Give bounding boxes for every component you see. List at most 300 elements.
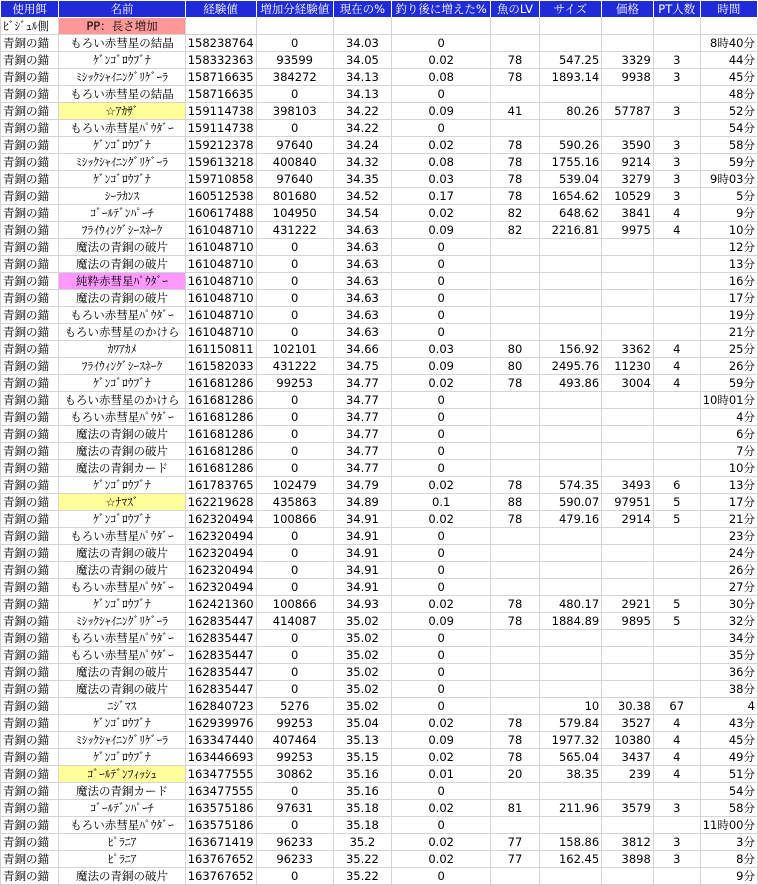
cell-price[interactable]: 2914 — [602, 511, 654, 528]
cell-exp[interactable]: 159710858 — [185, 171, 256, 188]
cell-current-percent[interactable]: 34.77 — [333, 460, 391, 477]
cell-party-count[interactable] — [653, 647, 700, 664]
header-current-percent[interactable]: 現在の% — [333, 1, 391, 18]
cell-fish-level[interactable] — [491, 392, 539, 409]
cell-name[interactable]: 魔法の青銅の破片 — [59, 664, 185, 681]
cell-current-percent[interactable]: 35.22 — [333, 851, 391, 868]
cell-time[interactable]: 51分 — [700, 766, 757, 783]
cell-exp[interactable]: 162320494 — [185, 528, 256, 545]
cell-current-percent[interactable]: 35.02 — [333, 613, 391, 630]
cell-party-count[interactable]: 3 — [653, 188, 700, 205]
cell-time[interactable]: 45分 — [700, 732, 757, 749]
cell-exp-gain[interactable]: 96233 — [256, 834, 333, 851]
cell-time[interactable]: 54分 — [700, 783, 757, 800]
header-name[interactable]: 名前 — [59, 1, 185, 18]
cell-empty[interactable] — [333, 18, 391, 35]
cell-exp[interactable]: 161783765 — [185, 477, 256, 494]
cell-price[interactable] — [602, 545, 654, 562]
cell-bait[interactable]: 青銅の錨 — [1, 834, 59, 851]
cell-exp-gain[interactable]: 431222 — [256, 358, 333, 375]
cell-time[interactable]: 10分 — [700, 460, 757, 477]
cell-price[interactable]: 3898 — [602, 851, 654, 868]
cell-current-percent[interactable]: 34.03 — [333, 35, 391, 52]
cell-bait[interactable]: 青銅の錨 — [1, 579, 59, 596]
cell-bait[interactable]: 青銅の錨 — [1, 239, 59, 256]
cell-name[interactable]: 魔法の青銅の破片 — [59, 868, 185, 885]
cell-current-percent[interactable]: 34.63 — [333, 239, 391, 256]
cell-name[interactable]: ☆ｱｶｻﾞ — [59, 103, 185, 120]
cell-exp[interactable]: 163446693 — [185, 749, 256, 766]
cell-percent-gain[interactable]: 0 — [392, 868, 491, 885]
cell-exp-gain[interactable]: 414087 — [256, 613, 333, 630]
cell-bait[interactable]: 青銅の錨 — [1, 562, 59, 579]
cell-party-count[interactable] — [653, 35, 700, 52]
cell-name[interactable]: 魔法の青銅の破片 — [59, 426, 185, 443]
header-exp[interactable]: 経験値 — [185, 1, 256, 18]
cell-exp[interactable]: 161048710 — [185, 273, 256, 290]
cell-exp[interactable]: 162835447 — [185, 647, 256, 664]
cell-time[interactable]: 6分 — [700, 426, 757, 443]
cell-fish-level[interactable] — [491, 647, 539, 664]
cell-name[interactable]: ｹﾞﾝｺﾞﾛｳﾌﾞﾅ — [59, 715, 185, 732]
cell-size[interactable]: 156.92 — [539, 341, 602, 358]
cell-size[interactable]: 158.86 — [539, 834, 602, 851]
cell-size[interactable]: 80.26 — [539, 103, 602, 120]
cell-size[interactable] — [539, 868, 602, 885]
cell-current-percent[interactable]: 35.18 — [333, 800, 391, 817]
cell-fish-level[interactable]: 78 — [491, 596, 539, 613]
cell-time[interactable]: 13分 — [700, 256, 757, 273]
cell-name[interactable]: 魔法の青銅の破片 — [59, 239, 185, 256]
cell-party-count[interactable]: 5 — [653, 613, 700, 630]
cell-empty[interactable] — [602, 18, 654, 35]
cell-bait[interactable]: 青銅の錨 — [1, 273, 59, 290]
cell-price[interactable] — [602, 120, 654, 137]
cell-exp[interactable]: 162421360 — [185, 596, 256, 613]
cell-exp[interactable]: 162219628 — [185, 494, 256, 511]
cell-exp-gain[interactable]: 99253 — [256, 375, 333, 392]
cell-exp-gain[interactable]: 30862 — [256, 766, 333, 783]
cell-party-count[interactable]: 3 — [653, 103, 700, 120]
cell-size[interactable] — [539, 460, 602, 477]
cell-current-percent[interactable]: 34.77 — [333, 375, 391, 392]
cell-size[interactable]: 493.86 — [539, 375, 602, 392]
cell-bait[interactable]: 青銅の錨 — [1, 732, 59, 749]
cell-size[interactable]: 648.62 — [539, 205, 602, 222]
cell-percent-gain[interactable]: 0.02 — [392, 52, 491, 69]
cell-party-count[interactable] — [653, 630, 700, 647]
cell-current-percent[interactable]: 34.63 — [333, 222, 391, 239]
cell-bait[interactable]: 青銅の錨 — [1, 494, 59, 511]
cell-size[interactable]: 590.07 — [539, 494, 602, 511]
cell-bait[interactable]: 青銅の錨 — [1, 205, 59, 222]
cell-exp[interactable]: 161048710 — [185, 324, 256, 341]
cell-exp[interactable]: 161681286 — [185, 443, 256, 460]
cell-exp-gain[interactable]: 0 — [256, 681, 333, 698]
cell-exp[interactable]: 163477555 — [185, 783, 256, 800]
cell-time[interactable]: 26分 — [700, 358, 757, 375]
cell-exp[interactable]: 162835447 — [185, 630, 256, 647]
cell-size[interactable]: 1977.32 — [539, 732, 602, 749]
cell-time[interactable]: 16分 — [700, 273, 757, 290]
cell-current-percent[interactable]: 35.13 — [333, 732, 391, 749]
cell-size[interactable]: 2495.76 — [539, 358, 602, 375]
cell-percent-gain[interactable]: 0.02 — [392, 205, 491, 222]
cell-percent-gain[interactable]: 0 — [392, 239, 491, 256]
cell-exp[interactable]: 163347440 — [185, 732, 256, 749]
cell-time[interactable]: 5分 — [700, 188, 757, 205]
cell-exp[interactable]: 161582033 — [185, 358, 256, 375]
cell-fish-level[interactable] — [491, 120, 539, 137]
cell-time[interactable]: 7分 — [700, 443, 757, 460]
cell-current-percent[interactable]: 34.93 — [333, 596, 391, 613]
cell-name[interactable]: もろい赤彗星ﾊﾟｳﾀﾞｰ — [59, 528, 185, 545]
cell-bait[interactable]: 青銅の錨 — [1, 35, 59, 52]
cell-bait[interactable]: 青銅の錨 — [1, 375, 59, 392]
cell-time[interactable]: 17分 — [700, 494, 757, 511]
cell-fish-level[interactable]: 82 — [491, 222, 539, 239]
cell-bait[interactable]: 青銅の錨 — [1, 868, 59, 885]
cell-percent-gain[interactable]: 0.02 — [392, 375, 491, 392]
cell-percent-gain[interactable]: 0 — [392, 664, 491, 681]
cell-fish-level[interactable]: 77 — [491, 834, 539, 851]
cell-exp-gain[interactable]: 97631 — [256, 800, 333, 817]
cell-exp-gain[interactable]: 100866 — [256, 596, 333, 613]
cell-name[interactable]: ｹﾞﾝｺﾞﾛｳﾌﾞﾅ — [59, 171, 185, 188]
cell-exp-gain[interactable]: 99253 — [256, 715, 333, 732]
cell-exp-gain[interactable]: 0 — [256, 443, 333, 460]
cell-percent-gain[interactable]: 0 — [392, 681, 491, 698]
cell-name[interactable]: もろい赤彗星ﾊﾟｳﾀﾞｰ — [59, 647, 185, 664]
cell-fish-level[interactable]: 78 — [491, 171, 539, 188]
cell-bait[interactable]: 青銅の錨 — [1, 341, 59, 358]
cell-exp-gain[interactable]: 102101 — [256, 341, 333, 358]
cell-exp-gain[interactable]: 407464 — [256, 732, 333, 749]
cell-name[interactable]: ﾐｼｯｸｼｬｲﾆﾝｸﾞﾘｹﾞｰﾗ — [59, 69, 185, 86]
cell-price[interactable]: 30.38 — [602, 698, 654, 715]
cell-name[interactable]: もろい赤彗星の結晶 — [59, 86, 185, 103]
cell-fish-level[interactable]: 41 — [491, 103, 539, 120]
cell-exp[interactable]: 161681286 — [185, 392, 256, 409]
cell-party-count[interactable] — [653, 392, 700, 409]
cell-bait[interactable]: 青銅の錨 — [1, 409, 59, 426]
cell-exp[interactable]: 161048710 — [185, 256, 256, 273]
cell-size[interactable] — [539, 35, 602, 52]
cell-current-percent[interactable]: 35.02 — [333, 664, 391, 681]
cell-bait[interactable]: 青銅の錨 — [1, 613, 59, 630]
cell-fish-level[interactable] — [491, 698, 539, 715]
cell-time[interactable]: 48分 — [700, 86, 757, 103]
cell-time[interactable]: 11時00分 — [700, 817, 757, 834]
cell-bait[interactable]: 青銅の錨 — [1, 69, 59, 86]
cell-empty[interactable] — [700, 18, 757, 35]
cell-exp[interactable]: 161048710 — [185, 307, 256, 324]
cell-price[interactable] — [602, 579, 654, 596]
cell-percent-gain[interactable]: 0.03 — [392, 171, 491, 188]
cell-name[interactable]: 魔法の青銅の破片 — [59, 562, 185, 579]
cell-percent-gain[interactable]: 0.02 — [392, 800, 491, 817]
cell-party-count[interactable]: 4 — [653, 715, 700, 732]
cell-bait[interactable]: 青銅の錨 — [1, 528, 59, 545]
cell-percent-gain[interactable]: 0 — [392, 630, 491, 647]
cell-current-percent[interactable]: 34.13 — [333, 69, 391, 86]
cell-bait[interactable]: 青銅の錨 — [1, 800, 59, 817]
cell-name[interactable]: ﾋﾟﾗﾆｱ — [59, 834, 185, 851]
cell-exp-gain[interactable]: 97640 — [256, 137, 333, 154]
cell-party-count[interactable] — [653, 120, 700, 137]
cell-percent-gain[interactable]: 0.1 — [392, 494, 491, 511]
cell-current-percent[interactable]: 34.91 — [333, 562, 391, 579]
cell-exp-gain[interactable]: 801680 — [256, 188, 333, 205]
cell-party-count[interactable] — [653, 664, 700, 681]
cell-price[interactable]: 2921 — [602, 596, 654, 613]
cell-time[interactable]: 17分 — [700, 290, 757, 307]
cell-current-percent[interactable]: 34.63 — [333, 324, 391, 341]
cell-bait[interactable]: 青銅の錨 — [1, 511, 59, 528]
cell-fish-level[interactable]: 78 — [491, 69, 539, 86]
cell-current-percent[interactable]: 34.91 — [333, 528, 391, 545]
cell-fish-level[interactable]: 81 — [491, 800, 539, 817]
cell-percent-gain[interactable]: 0.09 — [392, 103, 491, 120]
cell-bait[interactable]: 青銅の錨 — [1, 103, 59, 120]
cell-percent-gain[interactable]: 0 — [392, 562, 491, 579]
cell-party-count[interactable]: 4 — [653, 766, 700, 783]
cell-bait[interactable]: 青銅の錨 — [1, 358, 59, 375]
cell-party-count[interactable] — [653, 239, 700, 256]
cell-time[interactable]: 21分 — [700, 511, 757, 528]
cell-size[interactable] — [539, 290, 602, 307]
cell-exp-gain[interactable]: 435863 — [256, 494, 333, 511]
cell-percent-gain[interactable]: 0.17 — [392, 188, 491, 205]
cell-party-count[interactable]: 4 — [653, 358, 700, 375]
cell-exp-gain[interactable]: 0 — [256, 120, 333, 137]
cell-party-count[interactable] — [653, 324, 700, 341]
cell-party-count[interactable] — [653, 443, 700, 460]
cell-exp-gain[interactable]: 96233 — [256, 851, 333, 868]
cell-party-count[interactable] — [653, 426, 700, 443]
cell-fish-level[interactable]: 88 — [491, 494, 539, 511]
cell-time[interactable]: 25分 — [700, 341, 757, 358]
cell-empty[interactable] — [653, 18, 700, 35]
cell-bait[interactable]: 青銅の錨 — [1, 698, 59, 715]
cell-percent-gain[interactable]: 0 — [392, 307, 491, 324]
cell-empty[interactable] — [256, 18, 333, 35]
cell-percent-gain[interactable]: 0 — [392, 426, 491, 443]
cell-bait[interactable]: 青銅の錨 — [1, 154, 59, 171]
cell-exp-gain[interactable]: 0 — [256, 545, 333, 562]
cell-size[interactable] — [539, 86, 602, 103]
cell-name[interactable]: もろい赤彗星ﾊﾟｳﾀﾞｰ — [59, 579, 185, 596]
cell-time[interactable]: 36分 — [700, 664, 757, 681]
cell-name[interactable]: ｹﾞﾝｺﾞﾛｳﾌﾞﾅ — [59, 511, 185, 528]
cell-bait[interactable]: 青銅の錨 — [1, 222, 59, 239]
cell-name[interactable]: 魔法の青銅カード — [59, 460, 185, 477]
cell-empty[interactable] — [539, 18, 602, 35]
cell-time[interactable]: 54分 — [700, 120, 757, 137]
cell-time[interactable]: 44分 — [700, 52, 757, 69]
cell-size[interactable] — [539, 647, 602, 664]
cell-time[interactable]: 19分 — [700, 307, 757, 324]
cell-price[interactable]: 3590 — [602, 137, 654, 154]
cell-fish-level[interactable] — [491, 35, 539, 52]
cell-exp[interactable]: 158716635 — [185, 86, 256, 103]
cell-exp-gain[interactable]: 93599 — [256, 52, 333, 69]
cell-time[interactable]: 59分 — [700, 375, 757, 392]
cell-party-count[interactable] — [653, 409, 700, 426]
cell-name[interactable]: ｺﾞｰﾙﾃﾞﾝﾌｨｯｼｭ — [59, 766, 185, 783]
cell-fish-level[interactable]: 78 — [491, 137, 539, 154]
cell-current-percent[interactable]: 34.91 — [333, 579, 391, 596]
cell-exp-gain[interactable]: 431222 — [256, 222, 333, 239]
cell-exp[interactable]: 162320494 — [185, 579, 256, 596]
cell-exp[interactable]: 162835447 — [185, 664, 256, 681]
cell-size[interactable]: 547.25 — [539, 52, 602, 69]
cell-fish-level[interactable]: 78 — [491, 511, 539, 528]
cell-percent-gain[interactable]: 0.02 — [392, 834, 491, 851]
cell-bait[interactable]: 青銅の錨 — [1, 851, 59, 868]
cell-percent-gain[interactable]: 0 — [392, 273, 491, 290]
cell-bait[interactable]: 青銅の錨 — [1, 715, 59, 732]
cell-price[interactable] — [602, 307, 654, 324]
cell-size[interactable] — [539, 392, 602, 409]
cell-name[interactable]: ﾐｼｯｸｼｬｲﾆﾝｸﾞﾘｹﾞｰﾗ — [59, 732, 185, 749]
cell-size[interactable]: 10 — [539, 698, 602, 715]
cell-time[interactable]: 34分 — [700, 630, 757, 647]
cell-time[interactable]: 30分 — [700, 596, 757, 613]
cell-exp[interactable]: 163575186 — [185, 800, 256, 817]
cell-time[interactable]: 24分 — [700, 545, 757, 562]
cell-exp-gain[interactable]: 100866 — [256, 511, 333, 528]
cell-fish-level[interactable]: 78 — [491, 732, 539, 749]
cell-exp-gain[interactable]: 0 — [256, 562, 333, 579]
cell-fish-level[interactable]: 78 — [491, 749, 539, 766]
cell-price[interactable]: 57787 — [602, 103, 654, 120]
cell-exp-gain[interactable]: 0 — [256, 307, 333, 324]
cell-name[interactable]: ﾆｼﾞﾏｽ — [59, 698, 185, 715]
cell-price[interactable] — [602, 664, 654, 681]
cell-percent-gain[interactable]: 0.02 — [392, 137, 491, 154]
cell-current-percent[interactable]: 34.77 — [333, 409, 391, 426]
cell-bait[interactable]: 青銅の錨 — [1, 460, 59, 477]
cell-price[interactable] — [602, 392, 654, 409]
cell-current-percent[interactable]: 35.02 — [333, 698, 391, 715]
header-time[interactable]: 時間 — [700, 1, 757, 18]
cell-price[interactable] — [602, 256, 654, 273]
cell-name[interactable]: ｹﾞﾝｺﾞﾛｳﾌﾞﾅ — [59, 375, 185, 392]
cell-size[interactable] — [539, 630, 602, 647]
cell-fish-level[interactable]: 80 — [491, 341, 539, 358]
cell-party-count[interactable] — [653, 783, 700, 800]
cell-fish-level[interactable]: 78 — [491, 715, 539, 732]
cell-party-count[interactable]: 3 — [653, 171, 700, 188]
cell-party-count[interactable] — [653, 307, 700, 324]
cell-party-count[interactable]: 3 — [653, 851, 700, 868]
cell-fish-level[interactable] — [491, 256, 539, 273]
cell-current-percent[interactable]: 34.63 — [333, 273, 391, 290]
cell-current-percent[interactable]: 34.13 — [333, 86, 391, 103]
cell-fish-level[interactable] — [491, 817, 539, 834]
cell-name[interactable]: もろい赤彗星ﾊﾟｳﾀﾞｰ — [59, 630, 185, 647]
cell-exp[interactable]: 158238764 — [185, 35, 256, 52]
cell-party-count[interactable] — [653, 460, 700, 477]
cell-current-percent[interactable]: 34.91 — [333, 545, 391, 562]
cell-exp[interactable]: 163671419 — [185, 834, 256, 851]
cell-price[interactable] — [602, 273, 654, 290]
cell-fish-level[interactable] — [491, 307, 539, 324]
cell-price[interactable]: 10380 — [602, 732, 654, 749]
cell-current-percent[interactable]: 35.04 — [333, 715, 391, 732]
cell-size[interactable]: 2216.81 — [539, 222, 602, 239]
cell-name[interactable]: もろい赤彗星の結晶 — [59, 35, 185, 52]
cell-price[interactable]: 11230 — [602, 358, 654, 375]
cell-fish-level[interactable] — [491, 783, 539, 800]
cell-exp-gain[interactable]: 99253 — [256, 749, 333, 766]
cell-price[interactable] — [602, 426, 654, 443]
cell-size[interactable] — [539, 307, 602, 324]
cell-fish-level[interactable] — [491, 545, 539, 562]
cell-party-count[interactable]: 4 — [653, 222, 700, 239]
cell-percent-gain[interactable]: 0.09 — [392, 222, 491, 239]
cell-fish-level[interactable]: 78 — [491, 188, 539, 205]
cell-exp-gain[interactable]: 0 — [256, 35, 333, 52]
cell-time[interactable]: 45分 — [700, 69, 757, 86]
cell-price[interactable]: 3362 — [602, 341, 654, 358]
cell-percent-gain[interactable]: 0 — [392, 409, 491, 426]
cell-price[interactable] — [602, 868, 654, 885]
cell-exp-gain[interactable]: 0 — [256, 664, 333, 681]
cell-exp-gain[interactable]: 0 — [256, 460, 333, 477]
cell-bait[interactable]: 青銅の錨 — [1, 52, 59, 69]
cell-size[interactable] — [539, 664, 602, 681]
cell-price[interactable] — [602, 647, 654, 664]
cell-time[interactable]: 35分 — [700, 647, 757, 664]
cell-fish-level[interactable] — [491, 290, 539, 307]
cell-party-count[interactable]: 6 — [653, 477, 700, 494]
cell-name[interactable]: ｹﾞﾝｺﾞﾛｳﾌﾞﾅ — [59, 137, 185, 154]
cell-party-count[interactable] — [653, 545, 700, 562]
cell-exp[interactable]: 159613218 — [185, 154, 256, 171]
cell-exp-gain[interactable]: 398103 — [256, 103, 333, 120]
cell-name[interactable]: もろい赤彗星ﾊﾟｳﾀﾞｰ — [59, 409, 185, 426]
cell-party-count[interactable]: 3 — [653, 800, 700, 817]
cell-percent-gain[interactable]: 0 — [392, 120, 491, 137]
cell-percent-gain[interactable]: 0 — [392, 783, 491, 800]
cell-time[interactable]: 9時03分 — [700, 171, 757, 188]
cell-party-count[interactable]: 3 — [653, 834, 700, 851]
cell-time[interactable]: 10時01分 — [700, 392, 757, 409]
cell-fish-level[interactable] — [491, 409, 539, 426]
cell-exp[interactable]: 162939976 — [185, 715, 256, 732]
cell-party-count[interactable]: 67 — [653, 698, 700, 715]
cell-time[interactable]: 12分 — [700, 239, 757, 256]
cell-price[interactable]: 9975 — [602, 222, 654, 239]
cell-current-percent[interactable]: 34.63 — [333, 307, 391, 324]
cell-party-count[interactable] — [653, 817, 700, 834]
cell-fish-level[interactable] — [491, 630, 539, 647]
cell-size[interactable]: 1884.89 — [539, 613, 602, 630]
cell-party-count[interactable] — [653, 681, 700, 698]
cell-percent-gain[interactable]: 0.02 — [392, 749, 491, 766]
cell-price[interactable] — [602, 239, 654, 256]
cell-name[interactable]: 純粋赤彗星ﾊﾟｳﾀﾞｰ — [59, 273, 185, 290]
cell-price[interactable] — [602, 443, 654, 460]
cell-name[interactable]: ｼｰﾗｶﾝｽ — [59, 188, 185, 205]
cell-size[interactable]: 579.84 — [539, 715, 602, 732]
cell-exp-gain[interactable]: 0 — [256, 647, 333, 664]
cell-percent-gain[interactable]: 0 — [392, 545, 491, 562]
cell-exp-gain[interactable]: 0 — [256, 579, 333, 596]
cell-current-percent[interactable]: 34.75 — [333, 358, 391, 375]
